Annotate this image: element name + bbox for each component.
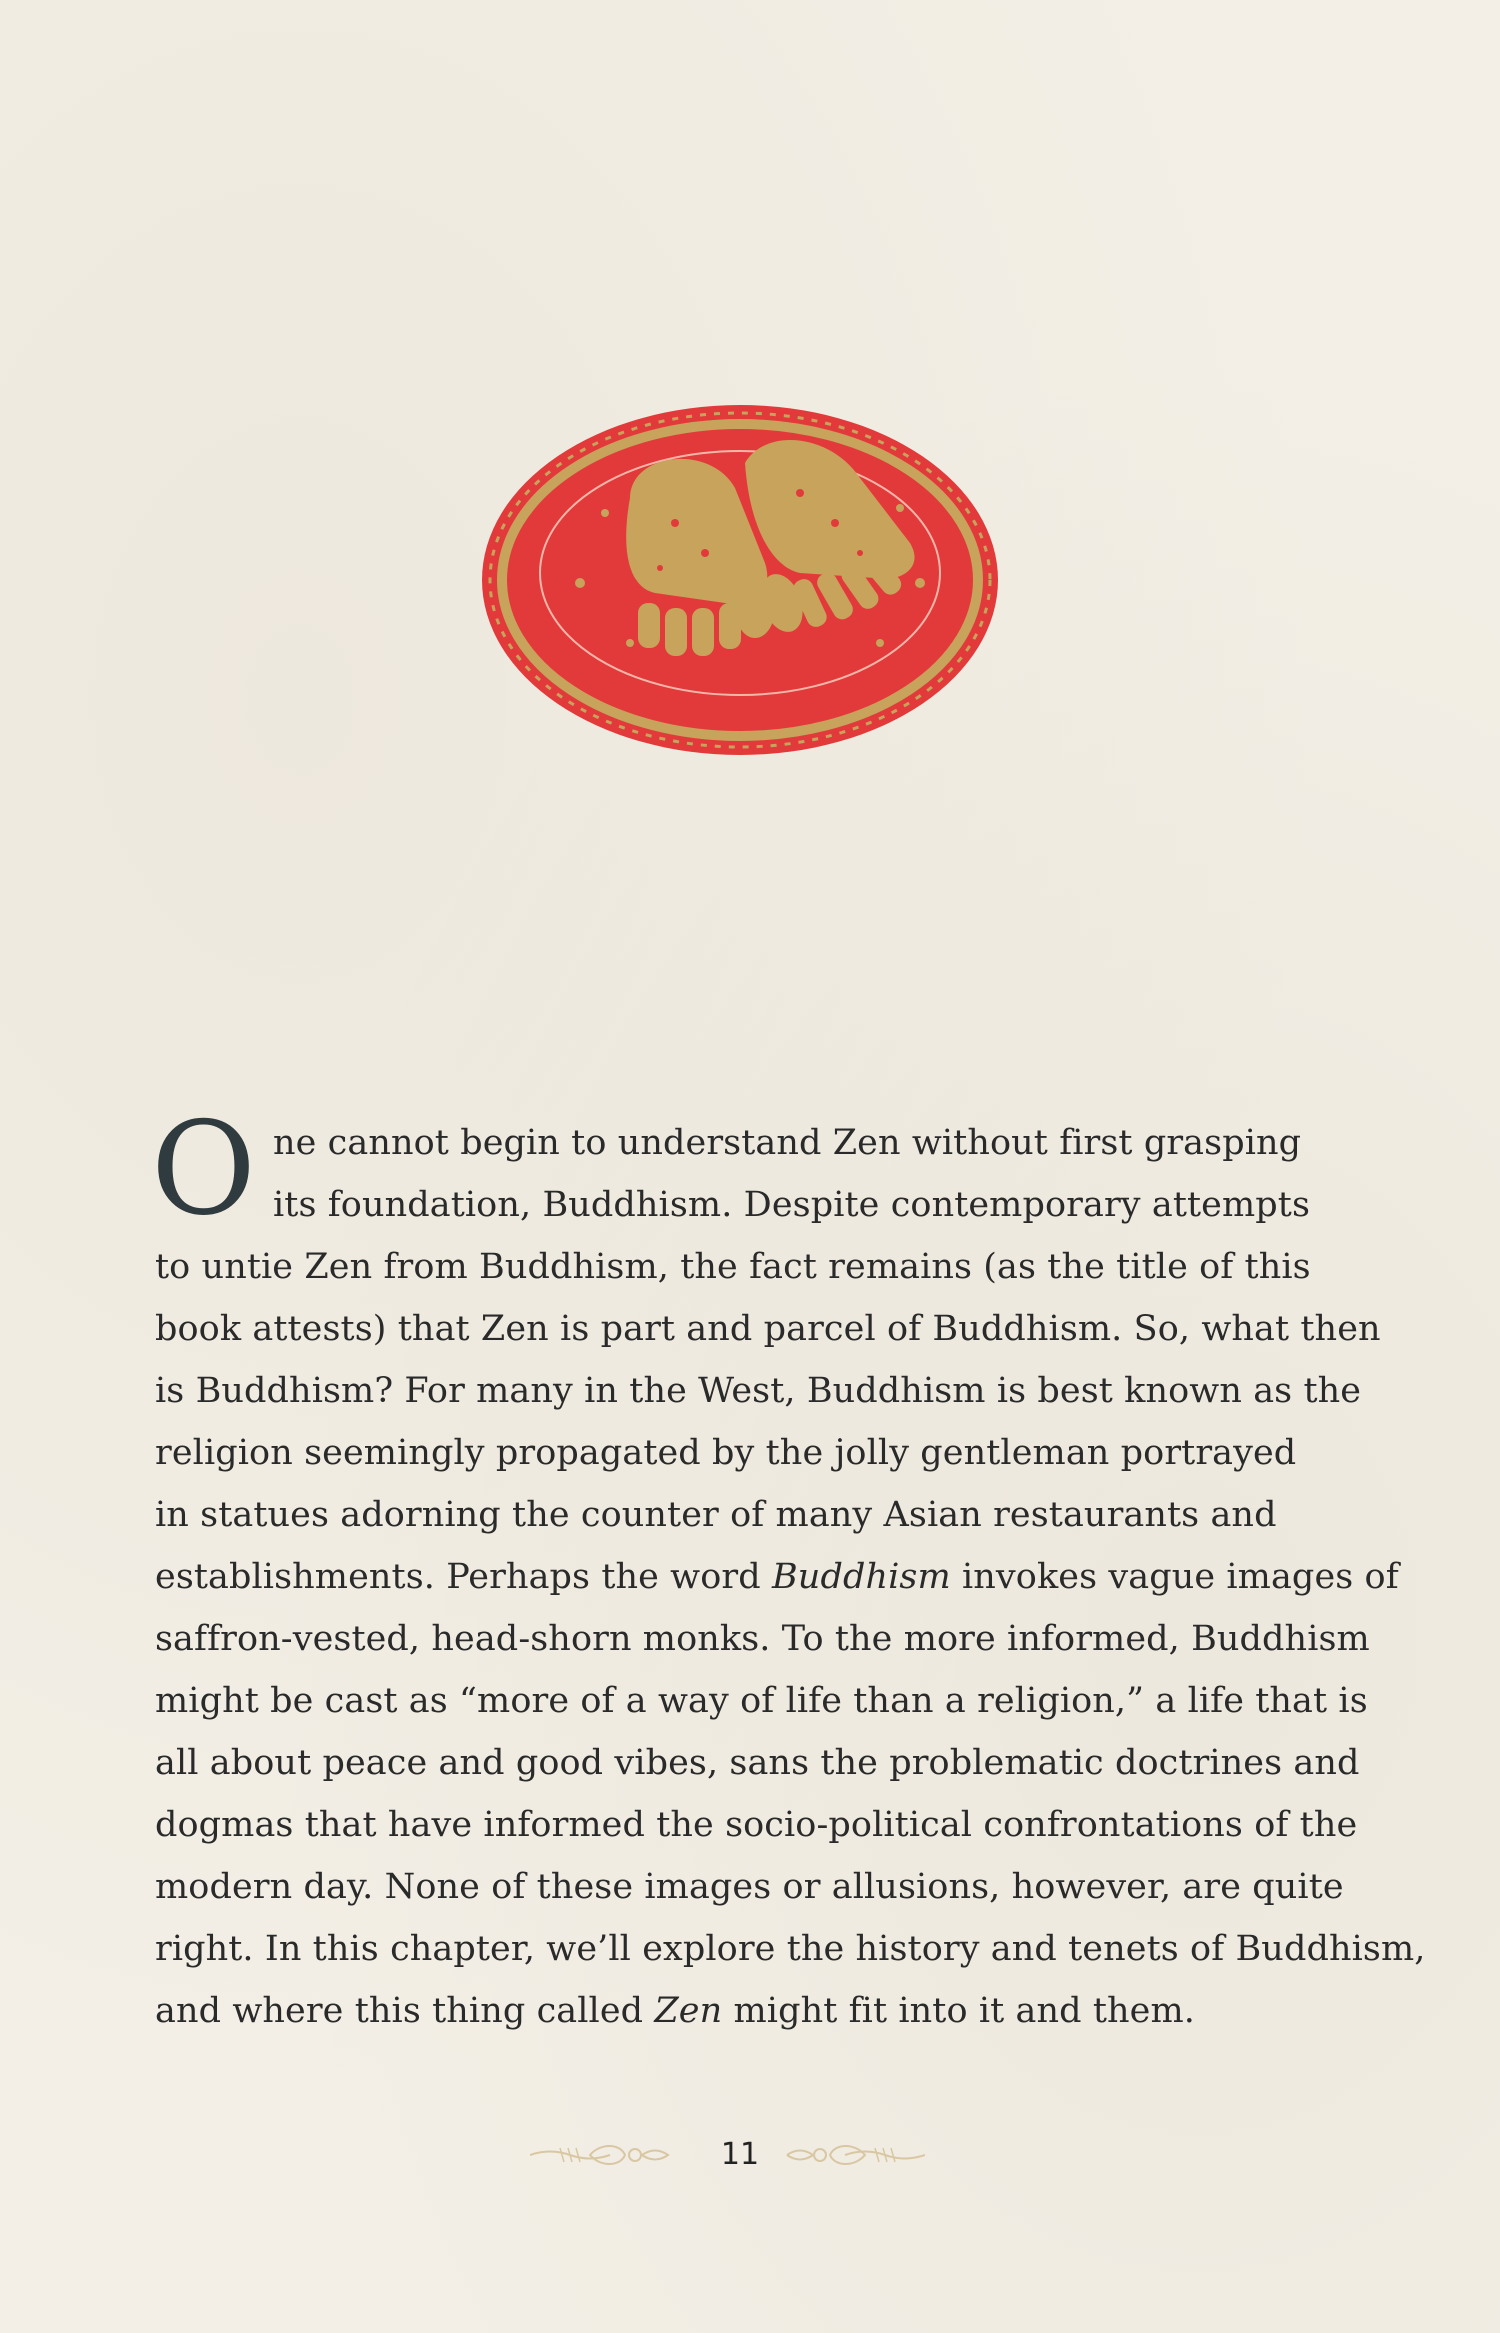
page-number: 11 — [720, 2137, 760, 2172]
body-paragraph — [151, 1095, 1426, 2042]
dropcap-lines — [151, 1095, 1350, 1244]
body-line: might be cast as “more of a way of life than a religion,” a life that is — [155, 1681, 1368, 1721]
dropcap-letter: O — [151, 1095, 256, 1244]
line-text-before: establishments. Perhaps the word — [155, 1557, 772, 1597]
body-line: right. In this chapter, we’ll explore the history and tenets of Buddhism, — [155, 1929, 1426, 1969]
line-text-before: and where this thing called — [155, 1991, 655, 2031]
line-text-after: might fit into it and them. — [722, 1991, 1196, 2031]
italic-term-buddhism: Buddhism — [771, 1557, 951, 1597]
body-line: religion seemingly propagated by the jolly gentleman portrayed — [155, 1433, 1297, 1473]
italic-term-zen: Zen — [654, 1991, 723, 2031]
body-line-buddhism — [155, 1546, 1399, 1608]
flourish-left-icon — [530, 2138, 670, 2172]
body-line: to untie Zen from Buddhism, the fact remains (as the title of this — [155, 1247, 1311, 1287]
body-line: ne cannot begin to understand Zen without first grasping — [273, 1123, 1302, 1163]
page-footer — [0, 2130, 1500, 2180]
body-line: saffron-vested, head-shorn monks. To the more informed, Buddhism — [155, 1619, 1370, 1659]
body-line: its foundation, Buddhism. Despite contemporary attempts — [273, 1185, 1311, 1225]
body-line: book attests) that Zen is part and parcel of Buddhism. So, what then — [155, 1309, 1381, 1349]
line-text-after: invokes vague images of — [950, 1557, 1399, 1597]
body-line: in statues adorning the counter of many Asian restaurants and — [155, 1495, 1277, 1535]
body-line: modern day. None of these images or allusions, however, are quite — [155, 1867, 1344, 1907]
body-line-zen — [155, 1980, 1350, 2042]
body-line: is Buddhism? For many in the West, Buddhism is best known as the — [155, 1371, 1362, 1411]
body-line: all about peace and good vibes, sans the problematic doctrines and — [155, 1743, 1360, 1783]
flourish-right-icon — [785, 2138, 925, 2172]
footprints-emblem-icon — [480, 403, 1000, 758]
body-line: dogmas that have informed the socio-political confrontations of the — [155, 1805, 1358, 1845]
